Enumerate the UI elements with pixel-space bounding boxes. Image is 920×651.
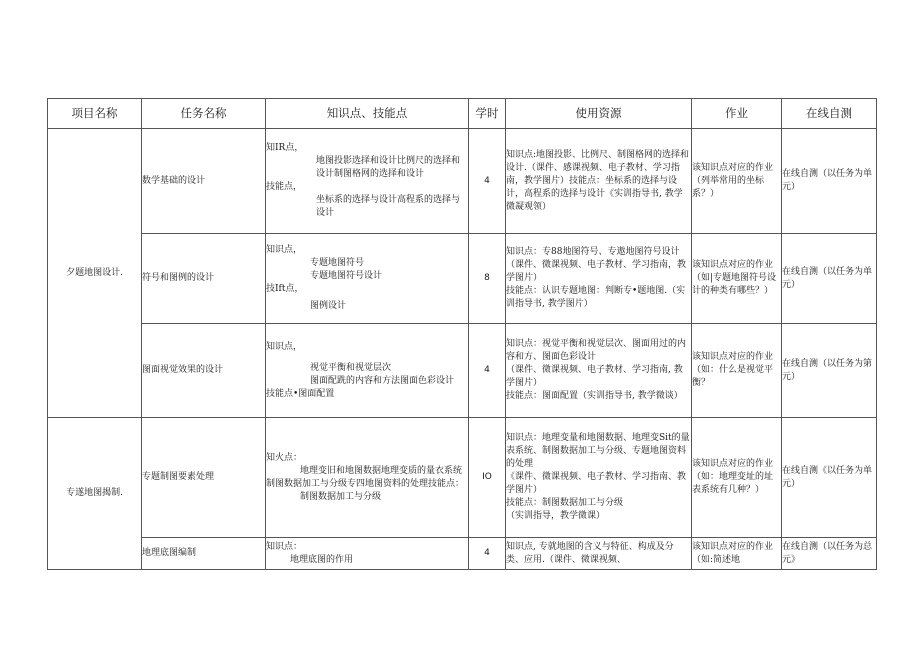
homework-cell: 该知识点对应的作业（如：什么是视觉平衡？ [692,324,782,418]
header-resources: 使用资源 [506,99,692,129]
table-row [48,538,877,570]
self-test-cell: 在线自测（以任务为单元） [782,129,877,234]
homework-cell: 该知识点对应的作业（如：地理变址的址表系统有几种？） [692,418,782,538]
header-hours: 学时 [469,99,506,129]
resources-cell: 知识点：视觉平衡和视觉层次、图面用过的内容和方、图面色彩设计 （课件、微课视频、电子教材、学习指南, 教学图片） 技能点：图面配置（实训指导书, 教学微谈） [506,324,692,418]
task-cell: 图面视觉效果的设计 [142,324,266,418]
hours-cell: IO [469,418,506,538]
homework-cell: 该知识点对应的作业（列举常用的坐标系？） [692,129,782,234]
task-cell: 数学基础的设计 [142,129,266,234]
homework-cell: 该知识点对应的作业（如|专题地图符号设计的种类有哪些？） [692,234,782,324]
task-cell: 地理底图编制 [142,538,266,570]
task-cell: 专题制图要素处理 [142,418,266,538]
table-row [48,129,877,234]
project-cell: 夕题地图设计. [48,129,142,418]
course-table [47,98,877,570]
self-test-cell: 在线自测（以任务为总元》 [782,538,877,570]
knowledge-cell: 知识点： 地理底图的作用 [266,538,469,570]
resources-cell: 知识点:地图投影、比例尺、制图格网的选择和设计.（课件、感课视频、电子教材、学习指南，教学图片）技能点：坐标系的选择与设计，高程系的选择与设计《实训指导书, 教学微凝观领） [506,129,692,234]
header-homework: 作业 [692,99,782,129]
resources-cell: 知识点：地理变量和地图数据、地理变Sit的量表系统、制图数据加工与分级、专题地图资料的处理 《课件、微课视频、电子教材、学习指南、教学图片） 技能点：制图数据加工与分级 （实训指导，教学微课） [506,418,692,538]
resources-cell: 知识点：专88地图符号、专遨地图符号设计（课件、微课视频、电子教材、学习指南，教学图片） 技能点：认识专题地图：判断专•题地图.（实训指导书, 教学图片） [506,234,692,324]
header-self-test: 在线自测 [782,99,877,129]
hours-cell: 8 [469,234,506,324]
knowledge-cell: 知IR点， 地图投影选择和设计比例尺的选择和设计制图格网的选择和设计 技能点， 坐标系的选择与设计高程系的选择与设计 [266,129,469,234]
table-row [48,324,877,418]
task-cell: 符号和图例的设计 [142,234,266,324]
hours-cell: 4 [469,538,506,570]
header-project-name: 项目名称 [48,99,142,129]
hours-cell: 4 [469,129,506,234]
table-row [48,418,877,538]
knowledge-cell: 知火点： 地理变旧和地图数据地理变质的量衣系统制图数据加工与分级专四地图资料的处理技能点： 制图数据加工与分级 [266,418,469,538]
header-knowledge: 知识点、技能点 [266,99,469,129]
resources-cell: 知识点, 专就地图的含义与特征、构成及分类、应用.（课件、微课视频、 [506,538,692,570]
hours-cell: 4 [469,324,506,418]
knowledge-cell: 知识点， 视觉平衡和视觉层次 图面配跣的内容和方法图面色彩设计 技能点•图面配置 [266,324,469,418]
project-cell: 专遂地图揭制. [48,418,142,570]
knowledge-cell: 知识点， 专题地图符号 专题地图符号设计 技Ift点， 图例设计 [266,234,469,324]
homework-cell: 该知识点对应的作业（如:简述地 [692,538,782,570]
self-test-cell: 在线自测（以任务为第元） [782,324,877,418]
header-row [48,99,877,129]
header-task-name: 任务名称 [142,99,266,129]
table-row [48,234,877,324]
self-test-cell: 在线自测《以任务为单元） [782,418,877,538]
self-test-cell: 在线自测（以任务为单元） [782,234,877,324]
